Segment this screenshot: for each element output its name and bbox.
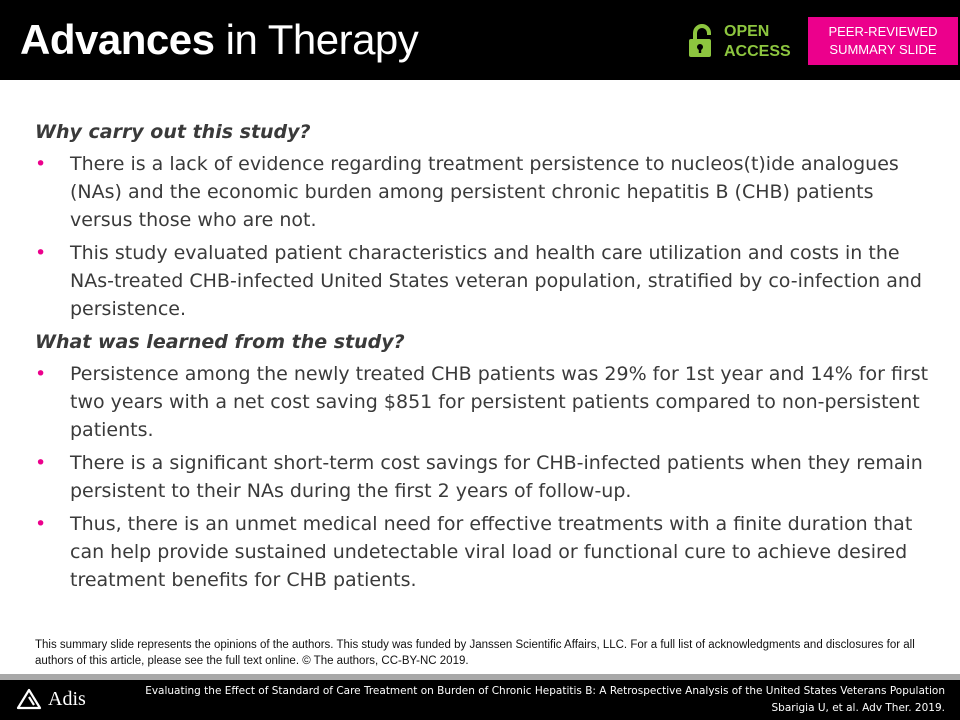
badge-line2: SUMMARY SLIDE [829, 42, 937, 57]
open-access-line1: OPEN [724, 23, 770, 40]
bullet-item [35, 150, 930, 234]
bullet-dot: • [35, 153, 47, 175]
bullet-item [35, 449, 930, 505]
bullet-dot: • [35, 242, 47, 264]
peer-reviewed-badge [808, 17, 958, 65]
open-access-line2: ACCESS [724, 43, 791, 60]
journal-title-light: in Therapy [214, 16, 419, 63]
bullet-text: Persistence among the newly treated CHB patients was 29% for 1st year and 14% for first two years with a net cost saving $851 for persistent patients compared to non-persistent patients. [70, 363, 929, 441]
article-title: Evaluating the Effect of Standard of Care Treatment on Burden of Chronic Hepatitis B: A Retrospective Analysis of the United States Veterans Population [145, 685, 945, 697]
open-lock-icon [688, 24, 716, 58]
bullet-text: Thus, there is an unmet medical need for effective treatments with a finite duration that can help provide sustained undetectable viral load or functional cure to achieve desired treatment benefits for CHB patients. [70, 513, 913, 591]
adis-triangle-icon [16, 688, 42, 710]
open-access-label [724, 22, 791, 62]
bullet-item [35, 360, 930, 444]
summary-content [35, 118, 930, 599]
section-heading-why: Why carry out this study? [35, 121, 311, 143]
bullet-dot: • [35, 452, 47, 474]
bullet-item [35, 239, 930, 323]
bullet-text: There is a significant short-term cost savings for CHB-infected patients when they remain persistent to their NAs during the first 2 years of follow-up. [70, 452, 923, 502]
badge-line1: PEER-REVIEWED [828, 24, 938, 39]
publisher-logo [16, 688, 86, 710]
footnote: This summary slide represents the opinions of the authors. This study was funded by Janssen Scientific Affairs, LLC. For a full list of acknowledgments and disclosures for all authors of this article, please see the full text online. © The authors, CC-BY-NC 2019. [35, 639, 915, 667]
bullet-text: This study evaluated patient characteristics and health care utilization and costs in the NAs-treated CHB-infected United States veteran population, stratified by co-infection and persistence. [70, 242, 922, 320]
journal-title-bold: Advances [20, 16, 215, 63]
bullet-dot: • [35, 363, 47, 385]
publisher-name: Adis [48, 688, 86, 710]
journal-title [20, 14, 418, 66]
bullet-text: There is a lack of evidence regarding treatment persistence to nucleos(t)ide analogues (NAs) and the economic burden among persistent chronic hepatitis B (CHB) patients versus those who are not. [70, 153, 899, 231]
section-heading-learned: What was learned from the study? [35, 331, 405, 353]
bullet-item [35, 510, 930, 594]
article-reference: Sbarigia U, et al. Adv Ther. 2019. [771, 702, 945, 714]
bullet-dot: • [35, 513, 47, 535]
header-bar [0, 0, 960, 80]
bullet-list-learned [35, 360, 930, 594]
bullet-list-why [35, 150, 930, 323]
footer-bar [0, 680, 960, 720]
